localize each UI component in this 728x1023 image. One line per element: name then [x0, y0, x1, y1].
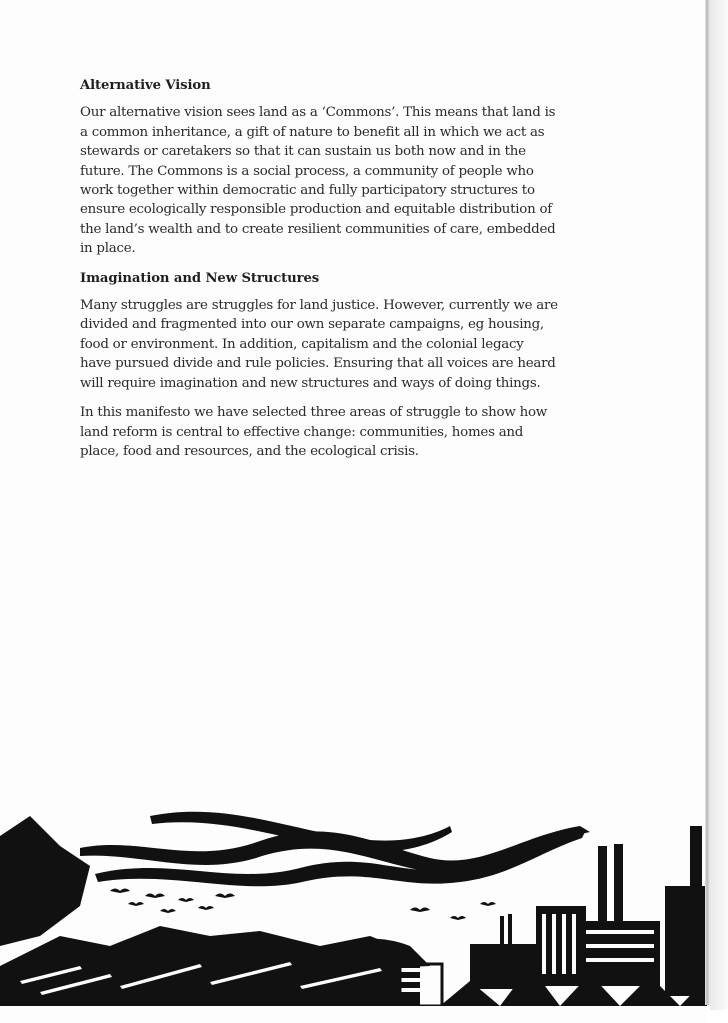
heading-alternative-vision: Alternative Vision — [80, 78, 211, 93]
chimney — [614, 844, 623, 926]
bird — [450, 916, 466, 920]
text-line: place, food and resources, and the ecological crisis. — [80, 443, 419, 459]
paragraph-manifesto — [80, 403, 640, 461]
text-line: a common inheritance, a gift of nature to benefit all in which we act as — [80, 124, 545, 140]
text-line: In this manifesto we have selected three areas of struggle to show how — [80, 405, 547, 421]
bird — [145, 894, 165, 899]
pylon — [690, 826, 702, 886]
text-line: ensure ecologically responsible production and equitable distribution of — [80, 202, 553, 218]
bird — [198, 906, 214, 910]
text-line: stewards or caretakers so that it can sustain us both now and in the — [80, 144, 526, 160]
text-line: in place. — [80, 241, 136, 257]
tall-building — [665, 886, 707, 996]
small-chimney — [500, 916, 504, 946]
tree — [0, 816, 90, 946]
text-line: future. The Commons is a social process, a community of people who — [80, 163, 534, 179]
small-chimney — [508, 914, 512, 946]
document-body — [80, 76, 640, 471]
text-line: have pursued divide and rule policies. Ensuring that all voices are heard — [80, 356, 556, 372]
bird — [128, 902, 144, 906]
text-line: will require imagination and new structures and ways of doing things. — [80, 375, 541, 391]
heading-imagination: Imagination and New Structures — [80, 270, 320, 286]
text-line: land reform is central to effective change: communities, homes and — [80, 424, 524, 440]
paragraph-alternative-vision — [80, 103, 640, 258]
page-shadow — [710, 0, 728, 1010]
text-line: Our alternative vision sees land as a ‘Commons’. This means that land is — [80, 105, 556, 121]
bird — [160, 909, 176, 913]
bird — [215, 894, 235, 899]
paragraph-struggles — [80, 296, 640, 393]
bird — [178, 898, 194, 902]
text-line: work together within democratic and fully participatory structures to — [80, 183, 535, 199]
landscape-illustration — [0, 796, 707, 1006]
chimney — [598, 846, 607, 926]
bird — [480, 902, 496, 906]
text-line: food or environment. In addition, capitalism and the colonial legacy — [80, 336, 524, 352]
text-line: divided and fragmented into our own separate campaigns, eg housing, — [80, 317, 544, 333]
text-line: Many struggles are struggles for land justice. However, currently we are — [80, 298, 558, 314]
text-line: the land’s wealth and to create resilient communities of care, embedded — [80, 221, 556, 237]
bird — [110, 889, 130, 894]
bird — [410, 908, 430, 913]
